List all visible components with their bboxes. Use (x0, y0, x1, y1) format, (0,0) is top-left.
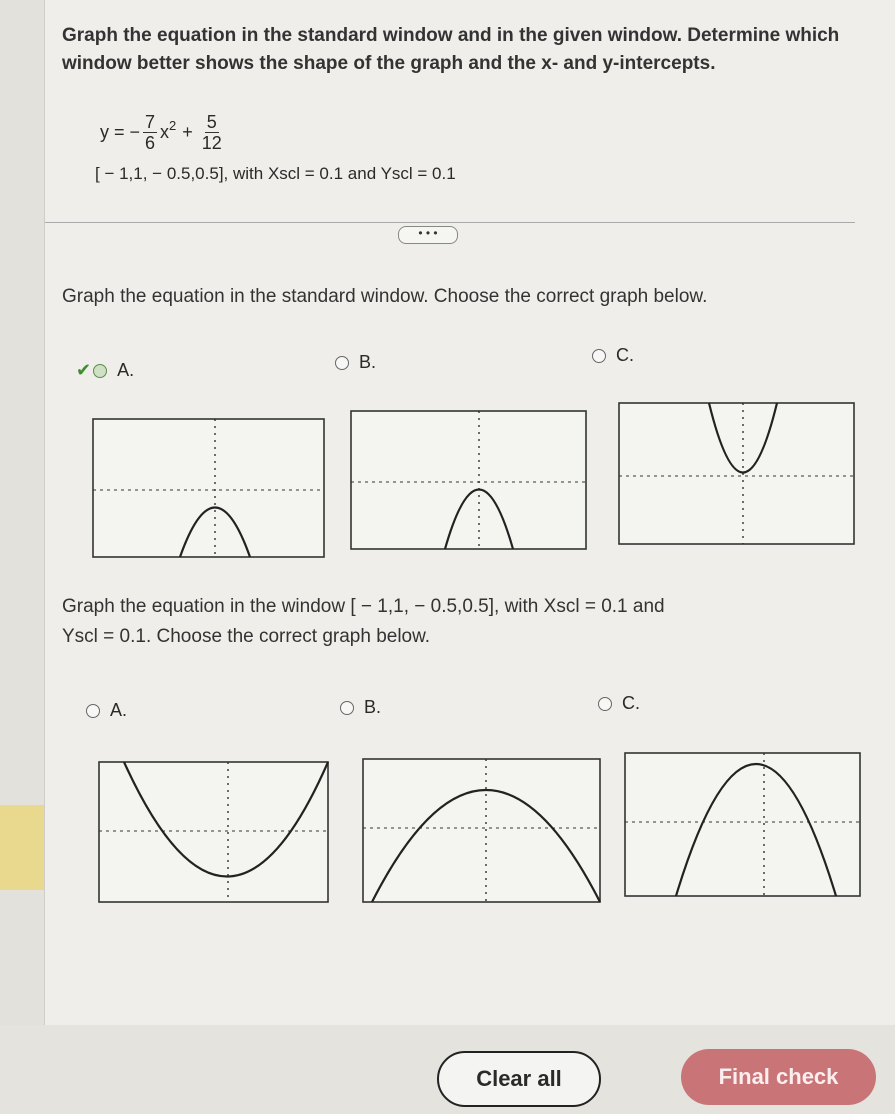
part2-option-a[interactable] (86, 700, 127, 721)
option-label: A. (110, 700, 128, 720)
fraction-5-12 (202, 112, 222, 153)
radio-button[interactable] (86, 704, 100, 718)
part2-instruction-line2: Yscl = 0.1. Choose the correct graph below. (62, 626, 431, 647)
radio-button[interactable] (598, 697, 612, 711)
option-label: C. (616, 345, 634, 365)
more-button[interactable]: • • • (398, 226, 458, 244)
part1-option-b[interactable] (335, 352, 376, 373)
window-spec: [ − 1,1, − 0.5,0.5], with Xscl = 0.1 and Yscl = 0.1 (95, 164, 456, 183)
part2-option-c[interactable] (598, 693, 640, 714)
part2-option-b[interactable] (340, 697, 381, 718)
fraction-denominator: 6 (145, 133, 156, 153)
fraction-7-6 (143, 112, 157, 153)
part2-graph-c[interactable] (624, 752, 862, 898)
equation-lhs: y = − (100, 122, 141, 142)
left-strip (0, 0, 45, 1114)
final-check-button[interactable]: Final check (681, 1049, 876, 1105)
divider (45, 222, 855, 223)
radio-button[interactable] (592, 349, 606, 363)
part2-graph-b[interactable] (362, 758, 602, 904)
part1-option-a[interactable] (76, 360, 135, 381)
check-icon: ✔ (76, 360, 92, 380)
radio-button[interactable] (340, 701, 354, 715)
radio-button[interactable] (335, 356, 349, 370)
part1-graph-c[interactable] (618, 402, 856, 546)
fraction-numerator: 7 (145, 112, 156, 132)
clear-all-button[interactable]: Clear all (437, 1051, 601, 1107)
part2-instruction-line1: Graph the equation in the window [ − 1,1, − 0.5,0.5], with Xscl = 0.1 and (62, 596, 665, 617)
plus-sign: + (182, 122, 193, 142)
part1-graph-b[interactable] (350, 410, 588, 552)
option-label: B. (359, 352, 377, 372)
option-label: B. (364, 697, 382, 717)
part2-graph-a[interactable] (98, 761, 330, 904)
fraction-denominator: 12 (201, 133, 222, 153)
radio-button-selected[interactable] (93, 364, 107, 378)
exponent: 2 (169, 118, 177, 133)
variable-x: x (160, 122, 170, 142)
left-accent-bar (0, 805, 44, 890)
part1-option-c[interactable] (592, 345, 634, 366)
question-text: Graph the equation in the standard window and in the given window. Determine which window better shows the shape of the graph and the x- and y-intercepts. (62, 25, 840, 74)
part1-instruction: Graph the equation in the standard window. Choose the correct graph below. (62, 286, 708, 307)
option-label: A. (117, 360, 135, 380)
part1-graph-a[interactable] (92, 418, 327, 560)
fraction-numerator: 5 (206, 112, 217, 132)
equation (100, 112, 225, 153)
option-label: C. (622, 693, 640, 713)
